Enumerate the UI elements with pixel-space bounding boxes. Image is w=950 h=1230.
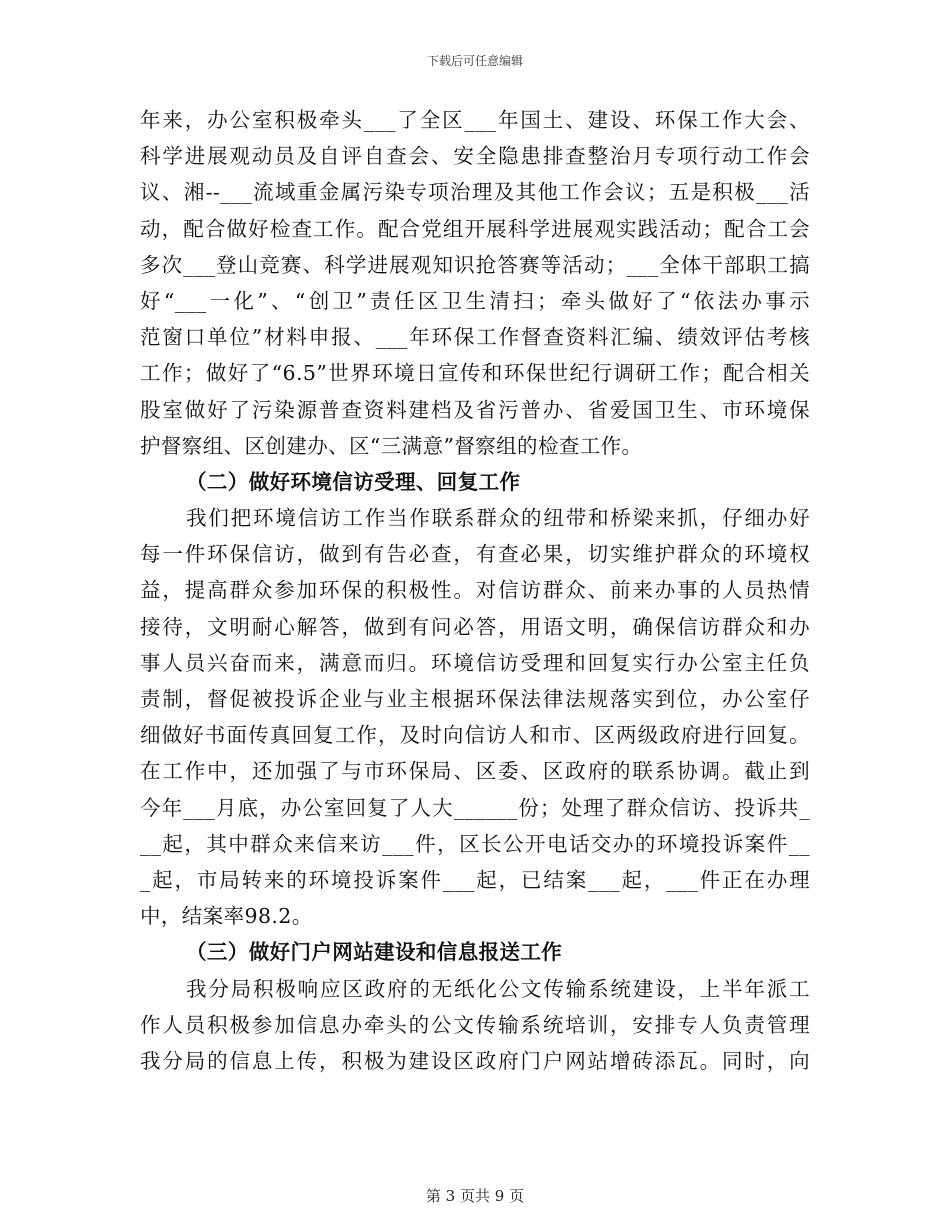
section-heading: （三）做好门户网站建设和信息报送工作 [186, 940, 563, 965]
document-body [140, 102, 810, 1079]
paragraph-line: 工作；做好了“6.5”世界环境日宣传和环保世纪行调研工作；配合相关 [140, 361, 810, 386]
paragraph-line: 接待，文明耐心解答，做到有问必答，用语文明，确保信访群众和办 [140, 614, 810, 639]
paragraph-line: 每一件环保信访，做到有告必查，有查必果，切实维护群众的环境权 [140, 542, 810, 567]
paragraph-line: 责制，督促被投诉企业与业主根据环保法律法规落实到位，办公室仔 [140, 687, 810, 711]
paragraph-line: 益，提高群众参加环保的积极性。对信访群众、前来办事的人员热情 [140, 578, 810, 603]
paragraph-line: 事人员兴奋而来，满意而归。环境信访受理和回复实行办公室主任负 [140, 650, 810, 675]
paragraph-line: 今年___月底，办公室回复了人大______份；处理了群众信访、投诉共_ [140, 795, 810, 820]
paragraph-line: 科学进展观动员及自评自查会、安全隐患排查整治月专项行动工作会 [140, 144, 810, 169]
paragraph-line: 议、湘--___流域重金属污染专项治理及其他工作会议；五是积极___活 [140, 180, 810, 205]
paragraph-line: 在工作中，还加强了与市环保局、区委、区政府的联系协调。截止到 [140, 759, 810, 784]
paragraph-line: _起，市局转来的环境投诉案件___起，已结案___起，___件正在办理 [140, 867, 810, 892]
page-number: 第 3 页共 9 页 [425, 1187, 525, 1205]
paragraph-line: 中，结案率98.2。 [140, 904, 313, 929]
paragraph-line: 我们把环境信访工作当作联系群众的纽带和桥梁来抓，仔细办好 [186, 506, 810, 531]
paragraph-line: 动，配合做好检查工作。配合党组开展科学进展观实践活动；配合工会 [140, 216, 810, 241]
paragraph-line: 年来，办公室积极牵头___了全区___年国土、建设、环保工作大会、 [140, 108, 810, 132]
paragraph-line: 股室做好了污染源普查资料建档及省污普办、省爱国卫生、市环境保 [140, 397, 810, 422]
paragraph-line: 我分局的信息上传，积极为建设区政府门户网站增砖添瓦。同时，向 [140, 1048, 810, 1073]
paragraph-line: 护督察组、区创建办、区“三满意”督察组的检查工作。 [140, 433, 643, 458]
page-header: 下载后可任意编辑 [426, 54, 523, 68]
paragraph-line: 多次___登山竞赛、科学进展观知识抢答赛等活动；___全体干部职工搞 [140, 252, 810, 277]
paragraph-line: 范窗口单位”材料申报、___年环保工作督查资料汇编、绩效评估考核 [140, 325, 810, 350]
paragraph-line: 好“___一化”、“创卫”责任区卫生清扫；牵头做好了“依法办事示 [140, 288, 810, 313]
paragraph-line: 细做好书面传真回复工作，及时向信访人和市、区两级政府进行回复。 [140, 723, 810, 748]
section-heading: （二）做好环境信访受理、回复工作 [186, 469, 521, 494]
paragraph-line: 我分局积极响应区政府的无纸化公文传输系统建设，上半年派工 [186, 976, 810, 1001]
paragraph-line: 作人员积极参加信息办牵头的公文传输系统培训，安排专人负责管理 [140, 1012, 810, 1037]
paragraph-line: __起，其中群众来信来访___件，区长公开电话交办的环境投诉案件__ [140, 831, 810, 856]
